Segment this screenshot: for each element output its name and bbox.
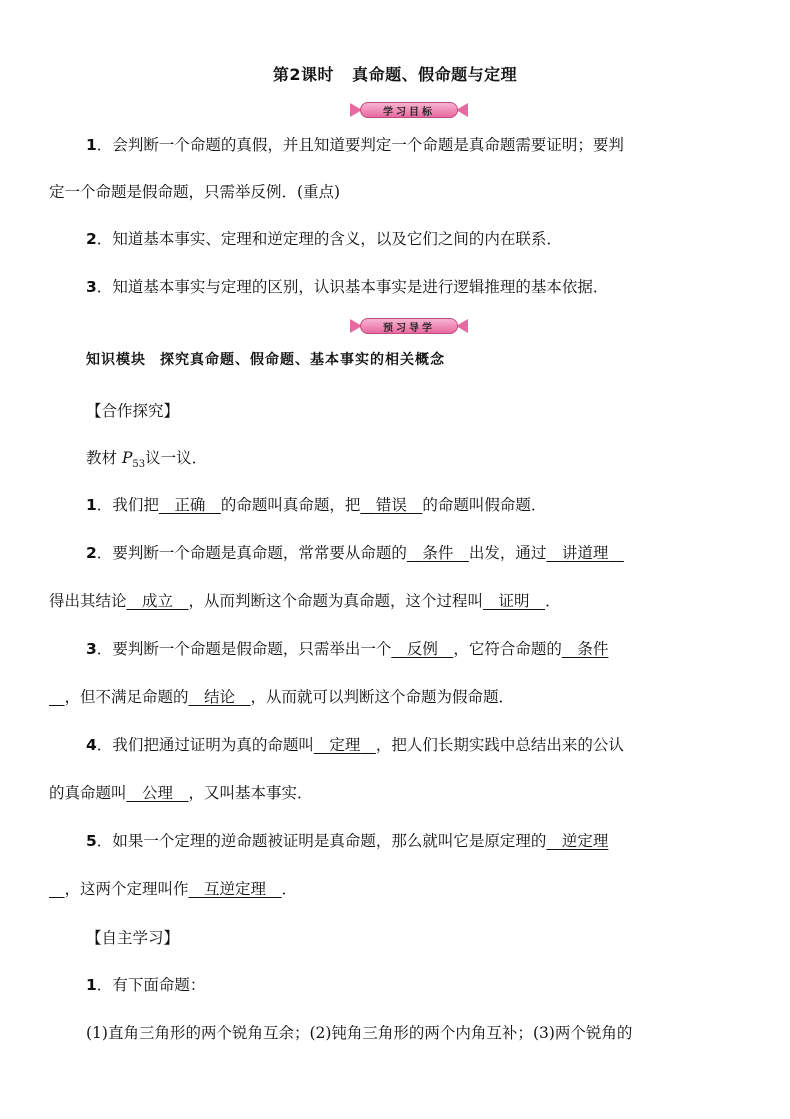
text-span: ． (281, 880, 298, 898)
text-span: 得出其结论 (49, 592, 127, 610)
lesson-label: 第2课时 (272, 65, 335, 84)
text-span: ，但不满足命题的 (64, 688, 189, 706)
answer-blank (562, 640, 609, 658)
text-span: 3 (86, 640, 97, 658)
objective-1-line-2: 定一个命题是假命题，只需举反例．(重点) (49, 183, 341, 201)
text-span: (2)钝角三角形的两个内角互补； (309, 1024, 533, 1042)
cooperate-item-5-line-1: 5．如果一个定理的逆命题被证明是真命题，那么就叫它是原定理的 逆定理 (86, 832, 609, 850)
objective-3: 3．知道基本事实与定理的区别，认识基本事实是进行逻辑推理的基本依据． (86, 278, 609, 296)
cooperate-item-1: 1．我们把 正确 的命题叫真命题，把 错误 的命题叫假命题． (86, 496, 547, 514)
text-span: ，从而就可以判断这个命题为假命题． (250, 688, 515, 706)
text-span: 正确 (174, 496, 206, 514)
cooperate-item-4-line-1: 4．我们把通过证明为真的命题叫 定理 ，把人们长期实践中总结出来的公认 (86, 736, 624, 754)
text-span: 教材 (86, 449, 118, 467)
text-span: 条件 (422, 544, 454, 562)
cooperate-item-2-line-2 (49, 590, 749, 612)
text-span: 知道基本事实、定理和逆定理的含义，以及它们之间的内在联系． (112, 230, 562, 248)
cooperate-item-5-line-2 (49, 878, 749, 900)
text-span: 互逆定理 (204, 880, 267, 898)
text-span: 3 (86, 278, 97, 296)
text-span: 成立 (142, 592, 174, 610)
answer-blank (360, 496, 422, 514)
text-span: 知识模块 (86, 352, 146, 368)
answer-blank (127, 784, 189, 802)
answer-blank (127, 592, 189, 610)
answer-blank (546, 832, 608, 850)
answer-blank (159, 496, 221, 514)
answer-blank (189, 880, 282, 898)
text-span: ，把人们长期实践中总结出来的公认 (375, 736, 624, 754)
answer-blank (407, 544, 469, 562)
text-span: 的命题叫真命题，把 (220, 496, 361, 514)
text-span: 条件 (577, 640, 609, 658)
text-span: 议一议． (145, 449, 208, 467)
text-span: ，这两个定理叫作 (64, 880, 189, 898)
text-span: 结论 (204, 688, 236, 706)
answer-blank (49, 880, 65, 898)
self-study-heading: 【自主学习】 (86, 929, 180, 947)
text-span: 证明 (498, 592, 530, 610)
answer-blank (189, 688, 251, 706)
cooperate-item-3-line-2 (49, 686, 749, 708)
text-span: 1 (86, 136, 97, 154)
cooperate-item-3-line-1: 3．要判断一个命题是假命题，只需举出一个 反例 ，它符合命题的 条件 (86, 640, 609, 658)
text-span: 探究真命题、假命题、基本事实的相关概念 (160, 352, 445, 368)
text-span: ，又叫基本事实． (188, 784, 313, 802)
text-span: 1 (86, 976, 97, 994)
answer-blank (483, 592, 545, 610)
lesson-topic: 真命题、假命题与定理 (352, 65, 518, 84)
text-span: 公理 (142, 784, 174, 802)
text-span: 我们把通过证明为真的命题叫 (112, 736, 314, 754)
knowledge-module-heading (86, 349, 445, 369)
cooperate-item-2-line-1: 2．要判断一个命题是真命题，常常要从命题的 条件 出发，通过 讲道理 (86, 542, 750, 564)
text-span: 1 (86, 496, 97, 514)
text-span: 要判断一个命题是真命题，常常要从命题的 (112, 544, 407, 562)
answer-blank (546, 544, 624, 562)
objective-1-line-1: 1．会判断一个命题的真假，并且知道要判定一个命题是真命题需要证明；要判 (86, 136, 624, 154)
text-span: 5 (86, 832, 97, 850)
text-span: (1)直角三角形的两个锐角互余； (86, 1024, 310, 1042)
text-span: P (121, 449, 133, 467)
text-span: 错误 (375, 496, 407, 514)
text-span: (3)两个锐角的 (532, 1024, 633, 1042)
text-span: 有下面命题： (112, 976, 206, 994)
text-span: 会判断一个命题的真假，并且知道要判定一个命题是真命题需要证明；要判 (112, 136, 624, 154)
textbook-reference (86, 447, 750, 476)
cooperate-heading: 【合作探究】 (86, 402, 180, 420)
text-span: 定理 (329, 736, 361, 754)
text-span: ，它符合命题的 (453, 640, 562, 658)
text-span: 反例 (406, 640, 438, 658)
text-span: 我们把 (112, 496, 159, 514)
text-span: 4 (86, 736, 97, 754)
preview-banner-label: 预习导学 (360, 318, 458, 334)
text-span: 逆定理 (561, 832, 609, 850)
text-span: 讲道理 (561, 544, 609, 562)
text-span: 的真命题叫 (49, 784, 127, 802)
text-span: 的命题叫假命题． (422, 496, 547, 514)
text-span: 53 (132, 459, 146, 471)
text-span: 知道基本事实与定理的区别，认识基本事实是进行逻辑推理的基本依据． (112, 278, 609, 296)
answer-blank (391, 640, 453, 658)
proposition-list (86, 1022, 786, 1044)
answer-blank (49, 688, 65, 706)
objectives-banner (341, 102, 477, 118)
text-span: 2 (86, 544, 97, 562)
text-span: 出发，通过 (468, 544, 547, 562)
objective-2: 2．知道基本事实、定理和逆定理的含义，以及它们之间的内在联系． (86, 230, 562, 248)
objectives-banner-label: 学习目标 (360, 102, 458, 118)
cooperate-item-4-line-2 (49, 782, 749, 804)
self-study-question-1: 1．有下面命题： (86, 976, 206, 994)
text-span: ，从而判断这个命题为真命题，这个过程叫 (188, 592, 484, 610)
text-span: 如果一个定理的逆命题被证明是真命题，那么就叫它是原定理的 (112, 832, 547, 850)
preview-banner (341, 318, 477, 334)
text-span: 要判断一个命题是假命题，只需举出一个 (112, 640, 392, 658)
text-span: 2 (86, 230, 97, 248)
text-span: ． (545, 592, 561, 610)
page-title (0, 62, 790, 85)
answer-blank (314, 736, 376, 754)
